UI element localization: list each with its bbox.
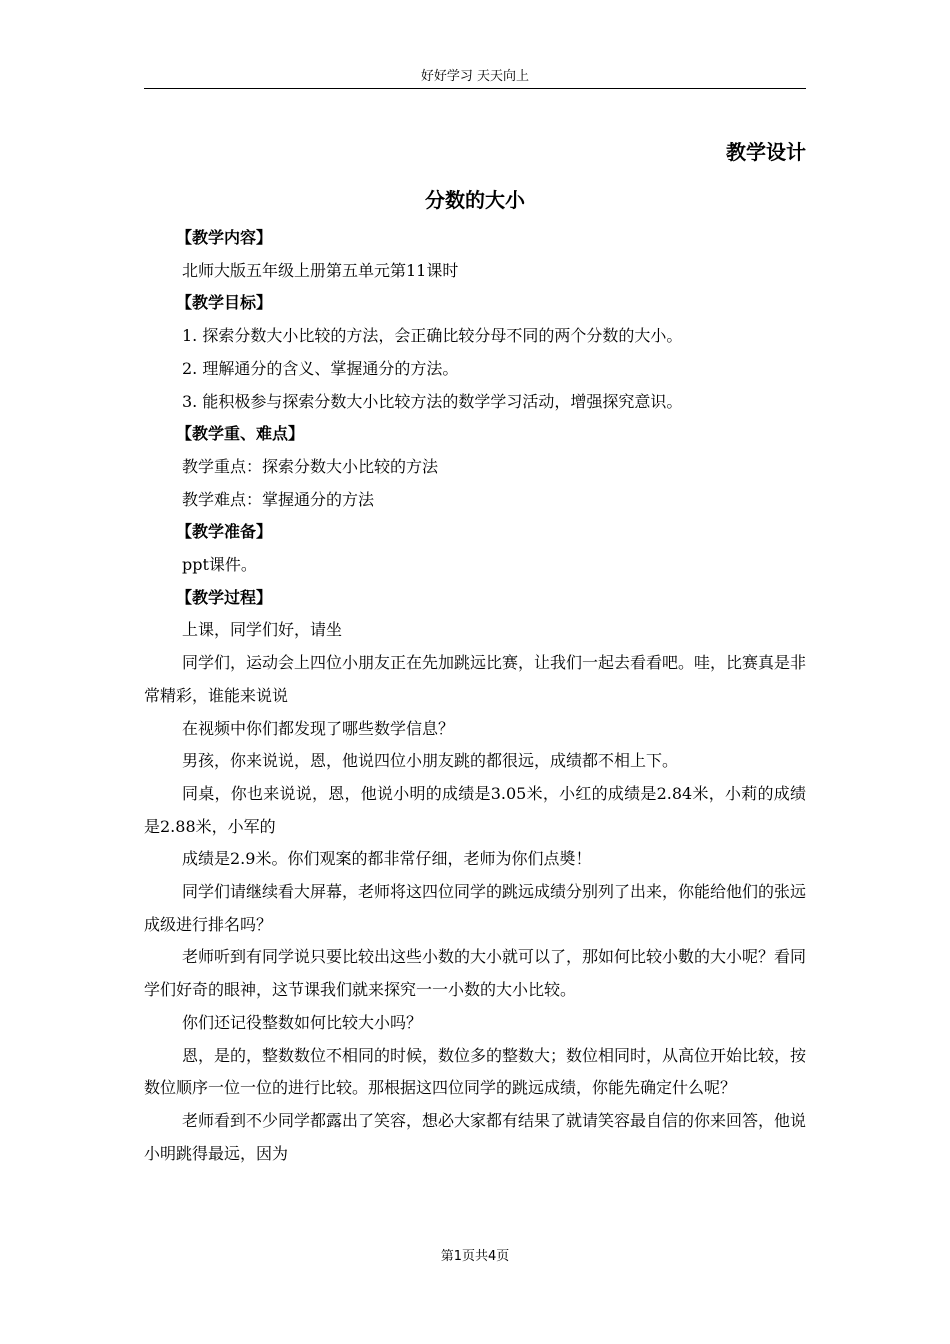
section-heading-content: 【教学内容】 bbox=[176, 228, 273, 247]
difficult-point-text: 教学难点：掌握通分的方法 bbox=[182, 489, 375, 509]
process-paragraph: 同学们请继续看大屏幕，老师将这四位同学的跳远成绩分别列了出来，你能给他们的张远成级进行排名吗？ bbox=[144, 882, 807, 934]
process-paragraph: 恩，是的，整数数位不相同的时候，数位多的整数大；数位相同时，从高位开始比较，按数位顺序一位一位的进行比较。那根据这四位同学的跳远成绩，你能先确定什么呢？ bbox=[144, 1045, 807, 1098]
process-paragraph: 在视频中你们都发现了哪些数学信息？ bbox=[182, 718, 455, 738]
process-paragraph: 男孩，你来说说，恩，他说四位小朋友跳的都很远，成绩都不相上下。 bbox=[182, 751, 679, 771]
content-text: 北师大版五年级上册第五单元第11课时 bbox=[182, 260, 459, 280]
document-body bbox=[144, 222, 806, 1170]
section-heading-preparation: 【教学准备】 bbox=[176, 522, 273, 542]
goal-item: 2. 理解通分的含义、掌握通分的方法。 bbox=[182, 358, 459, 378]
process-paragraph: 成绩是2.9米。你们观案的都非常仔细，老师为你们点奬！ bbox=[182, 849, 592, 869]
goal-item: 1. 探索分数大小比较的方法，会正确比较分母不同的两个分数的大小。 bbox=[182, 326, 683, 346]
process-paragraph: 同桌，你也来说说，恩，他说小明的成绩是3.05米，小红的成绩是2.84米，小莉的成绩是2.88米，小军的 bbox=[144, 783, 806, 836]
section-heading-process: 【教学过程】 bbox=[176, 587, 273, 607]
process-paragraph: 同学们，运动会上四位小朋友正在先加跳远比赛，让我们一起去看看吧。哇，比赛真是非常精彩，谁能来说说 bbox=[144, 653, 807, 705]
goal-item: 3. 能积极参与探索分数大小比较方法的数学学习活动，增强探究意识。 bbox=[182, 391, 683, 411]
page-footer: 第1页共4页 bbox=[440, 1249, 510, 1264]
page-header: 好好学习 天天向上 bbox=[420, 69, 530, 84]
preparation-text: ppt课件。 bbox=[182, 555, 257, 575]
document-type-label: 教学设计 bbox=[726, 140, 806, 164]
key-point-text: 教学重点：探索分数大小比较的方法 bbox=[182, 456, 439, 476]
header-rule bbox=[144, 88, 806, 89]
process-paragraph: 你们还记役整数如何比较大小吗？ bbox=[182, 1012, 423, 1032]
section-heading-goals: 【教学目标】 bbox=[176, 293, 273, 313]
section-heading-key-points: 【教学重、难点】 bbox=[176, 424, 305, 444]
process-paragraph: 上课，同学们好，请坐 bbox=[182, 620, 343, 640]
process-paragraph: 老师听到有同学说只要比较出这些小数的大小就可以了，那如何比较小數的大小呢？看同学们好奇的眼神，这节课我们就来探究一一小数的大小比较。 bbox=[144, 947, 807, 1000]
process-paragraph: 老师看到不少同学都露出了笑容，想必大家都有结果了就请笑容最自信的你来回答，他说小明跳得最远，因为 bbox=[144, 1110, 807, 1163]
document-title: 分数的大小 bbox=[425, 188, 525, 212]
